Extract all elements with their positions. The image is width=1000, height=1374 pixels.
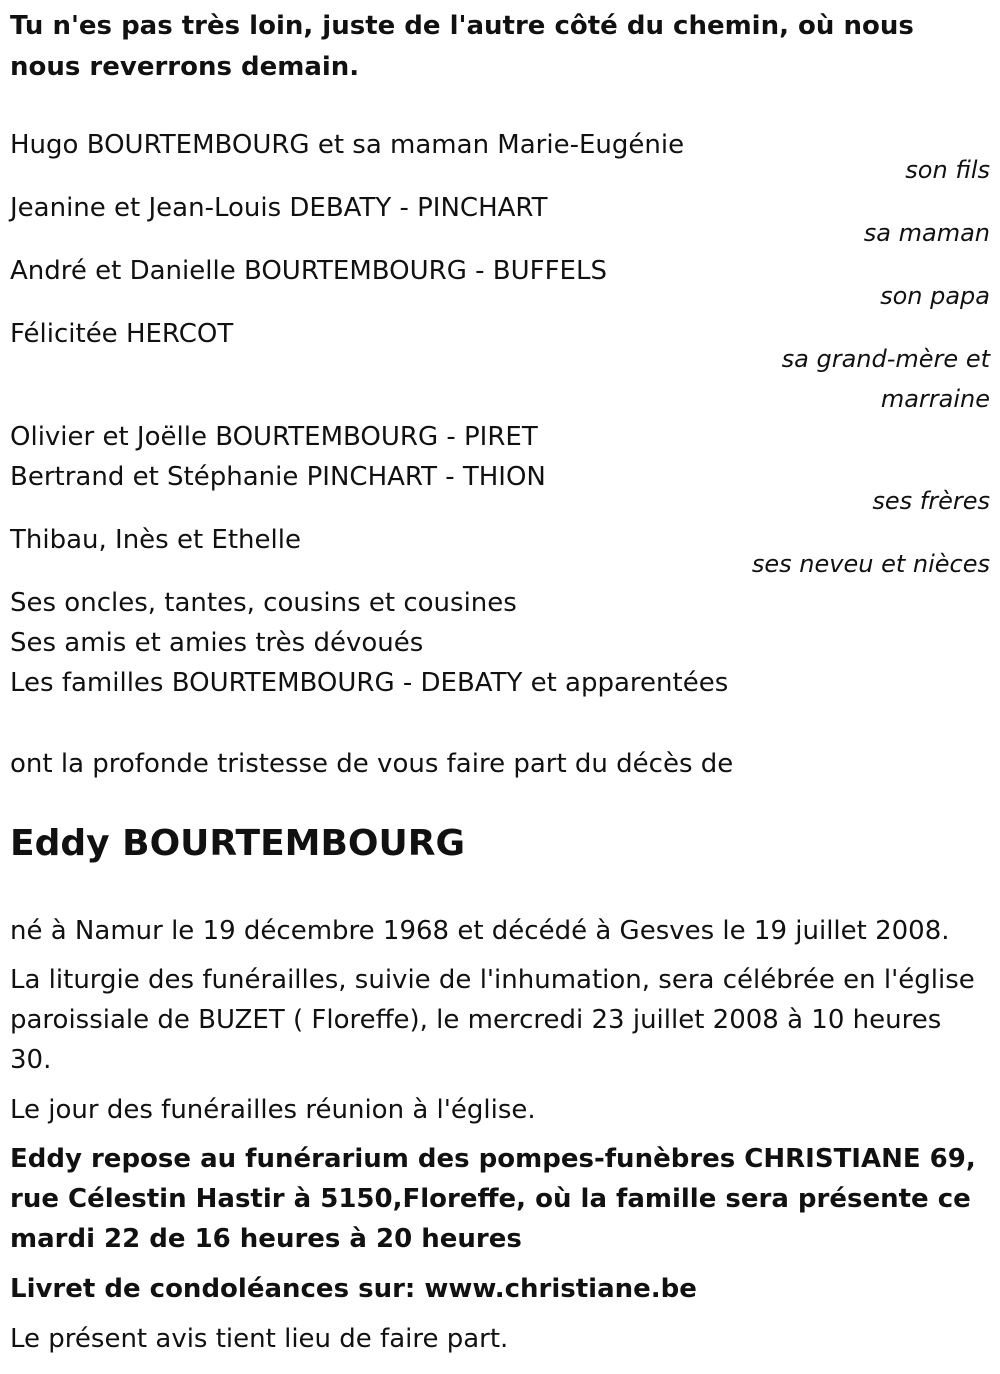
family-name-brother-2: Bertrand et Stéphanie PINCHART - THION [10,462,546,492]
liturgy-text: La liturgie des funérailles, suivie de l'inhumation, sera célébrée en l'église paroissiale de BUZET ( Floreffe), le mercredi 23 juillet 2008 à 10 heures 30. [10,965,975,1075]
birth-death-text: né à Namur le 19 décembre 1968 et décédé à Gesves le 19 juillet 2008. [10,916,950,946]
others-line-1: Ses oncles, tantes, cousins et cousines [10,588,517,618]
family-name-father: André et Danielle BOURTEMBOURG - BUFFELS [10,256,607,286]
announcement-text: ont la profonde tristesse de vous faire part du décès de [10,749,734,779]
family-name-brother-1: Olivier et Joëlle BOURTEMBOURG - PIRET [10,422,538,452]
family-name-grandmother: Félicitée HERCOT [10,319,234,349]
family-name-nephews: Thibau, Inès et Ethelle [10,525,301,555]
funerarium-text: Eddy repose au funérarium des pompes-funèbres CHRISTIANE 69, rue Célestin Hastir à 5150,Floreffe, où la famille sera présente ce mardi 22 de 16 heures à 20 heures [10,1144,976,1254]
intro-quote: Tu n'es pas très loin, juste de l'autre côté du chemin, où nous nous reverrons demain. [10,11,914,82]
notice-text: Le présent avis tient lieu de faire part. [10,1324,509,1354]
family-role-brothers: ses frères [872,487,990,515]
family-role-nephews: ses neveu et nièces [751,550,990,578]
condolences-text: Livret de condoléances sur: www.christiane.be [10,1274,697,1304]
deceased-name: Eddy BOURTEMBOURG [10,823,466,864]
family-role-son: son fils [905,156,990,184]
family-role-father: son papa [880,282,990,310]
reunion-text: Le jour des funérailles réunion à l'église. [10,1095,536,1125]
family-name-son: Hugo BOURTEMBOURG et sa maman Marie-Eugénie [10,130,685,160]
family-role-mother: sa maman [863,219,990,247]
others-line-3: Les familles BOURTEMBOURG - DEBATY et apparentées [10,668,729,698]
others-line-2: Ses amis et amies très dévoués [10,628,424,658]
family-name-mother: Jeanine et Jean-Louis DEBATY - PINCHART [10,193,548,223]
family-role-grandmother: sa grand-mère et marraine [781,345,990,413]
